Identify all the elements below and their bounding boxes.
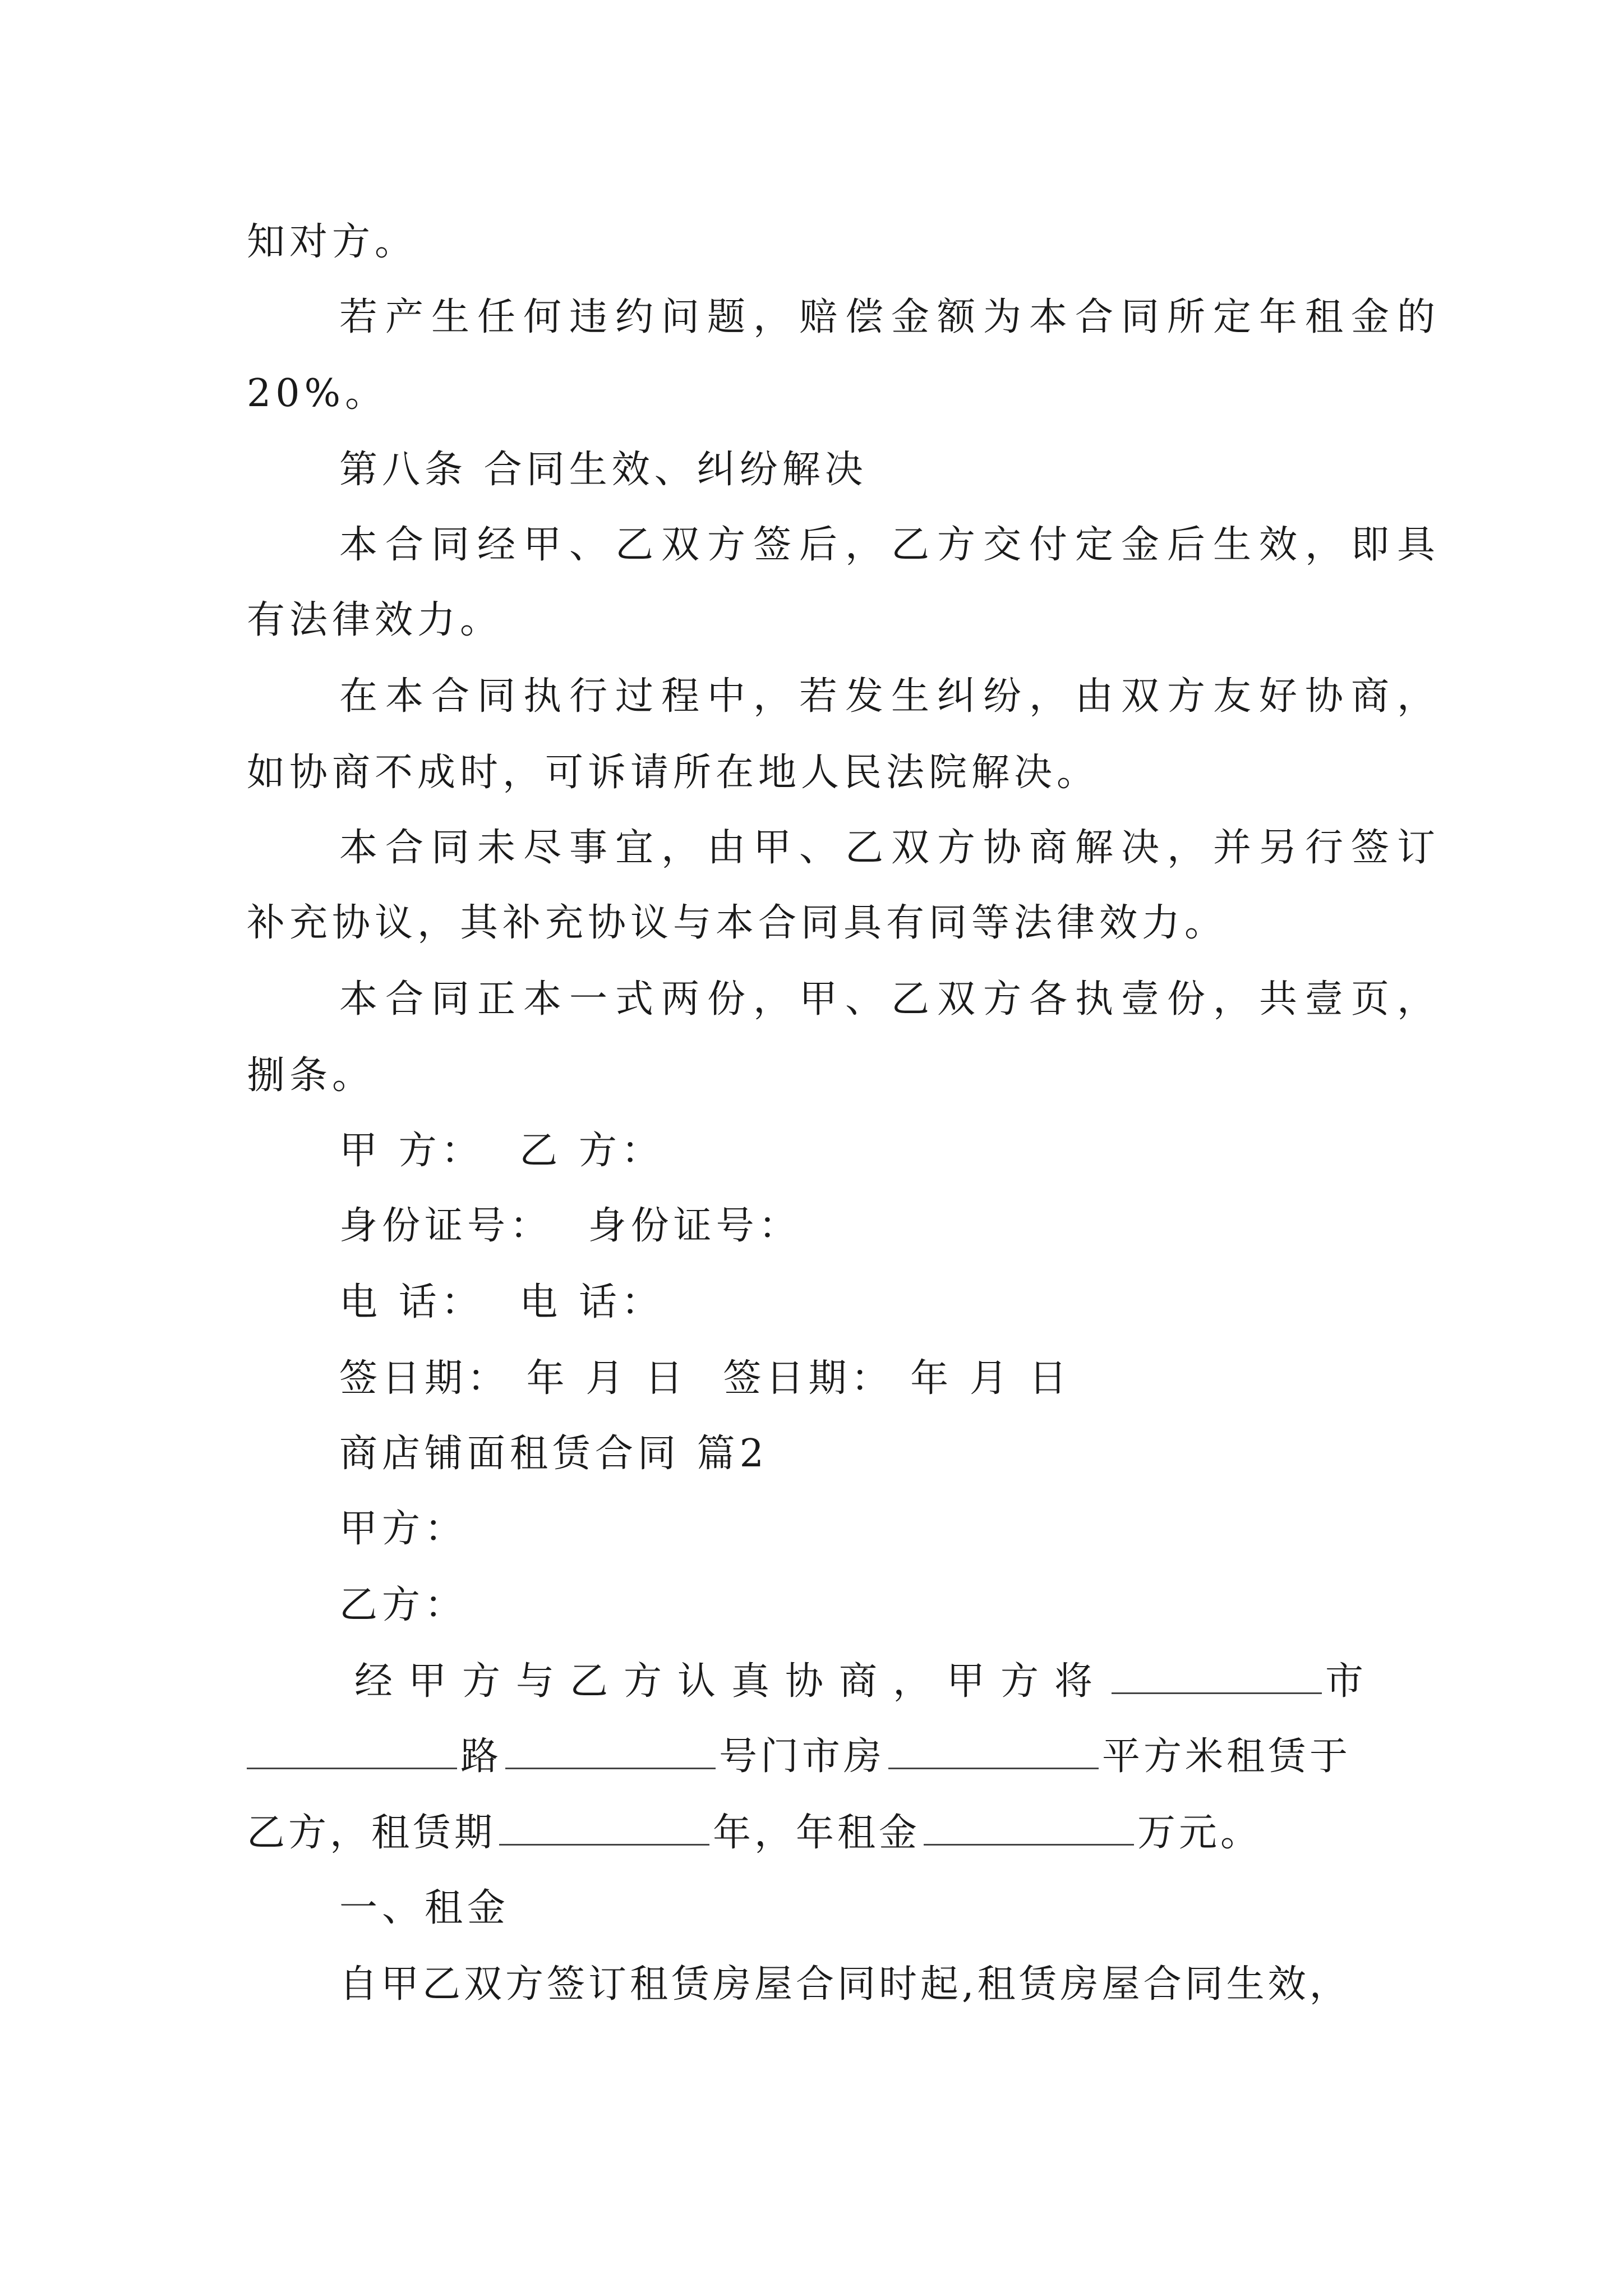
party-a-date-label: 签日期： 年 月 日 xyxy=(339,1356,688,1401)
text-line: 捌条。 xyxy=(247,1053,375,1098)
text-fragment: 若产生任何违约问题，赔偿金额为本合同所定年租金的 xyxy=(339,295,1444,339)
text-line xyxy=(354,1659,1380,1704)
party-a-id-label: 身份证号： xyxy=(339,1204,553,1248)
text-line: 自甲乙双方签订租赁房屋合同时起,租赁房屋合同生效， xyxy=(339,1962,1351,2007)
text-line: 补充协议，其补充协议与本合同具有同等法律效力。 xyxy=(247,901,1228,945)
text-line: 本合同未尽事宜，由甲、乙双方协商解决，并另行签订 xyxy=(339,826,1444,870)
text-line: 本合同经甲、乙双方签后，乙方交付定金后生效，即具 xyxy=(339,523,1444,567)
signature-phone-line xyxy=(339,1280,1377,1325)
fill-in-blank xyxy=(924,1811,1134,1846)
party-b-line: 乙方： xyxy=(339,1583,468,1627)
party-b-phone-label: 电 话： xyxy=(519,1280,664,1324)
text-fragment: 万元。 xyxy=(1137,1811,1262,1855)
text-line xyxy=(339,295,1444,340)
fill-in-blank xyxy=(1112,1660,1322,1694)
party-a-label: 甲 方： xyxy=(339,1129,484,1173)
text-line: 20%。 xyxy=(247,371,388,416)
text-fragment: 年，年租金 xyxy=(713,1811,921,1855)
section-heading: 一、租金 xyxy=(339,1886,510,1930)
party-a-phone-label: 电 话： xyxy=(339,1280,484,1324)
text-fragment: 经甲方与乙方认真协商，甲方将 xyxy=(354,1659,1109,1704)
fill-in-blank xyxy=(247,1735,457,1769)
signature-id-line xyxy=(339,1204,1377,1249)
fill-in-blank xyxy=(888,1735,1099,1769)
party-b-id-label: 身份证号： xyxy=(588,1204,801,1248)
fill-in-blank xyxy=(499,1811,709,1846)
text-line xyxy=(247,1811,1377,1856)
section-heading: 第八条 合同生效、纠纷解决 xyxy=(339,448,868,492)
party-b-label: 乙 方： xyxy=(519,1129,664,1173)
text-line: 本合同正本一式两份，甲、乙双方各执壹份，共壹页， xyxy=(339,977,1444,1022)
contract-title: 商店铺面租赁合同 篇2 xyxy=(339,1432,768,1476)
text-line: 如协商不成时，可诉请所在地人民法院解决。 xyxy=(247,751,1100,795)
fill-in-blank xyxy=(505,1735,716,1769)
text-fragment: 平方米租赁于 xyxy=(1102,1734,1352,1779)
signature-date-line xyxy=(339,1356,1377,1401)
text-line xyxy=(247,1734,1377,1779)
text-line: 有法律效力。 xyxy=(247,598,503,642)
text-fragment: 号门市房 xyxy=(719,1734,886,1779)
party-a-line: 甲方： xyxy=(339,1507,468,1551)
text-line: 在本合同执行过程中，若发生纠纷，由双方友好协商， xyxy=(339,674,1444,719)
party-b-date-label: 签日期： 年 月 日 xyxy=(723,1356,1072,1401)
text-fragment: 市 xyxy=(1325,1659,1380,1704)
text-fragment: 乙方，租赁期 xyxy=(247,1811,496,1855)
signature-party-line xyxy=(339,1129,1377,1174)
text-line: 知对方。 xyxy=(247,220,418,264)
text-fragment: 路 xyxy=(460,1734,502,1779)
